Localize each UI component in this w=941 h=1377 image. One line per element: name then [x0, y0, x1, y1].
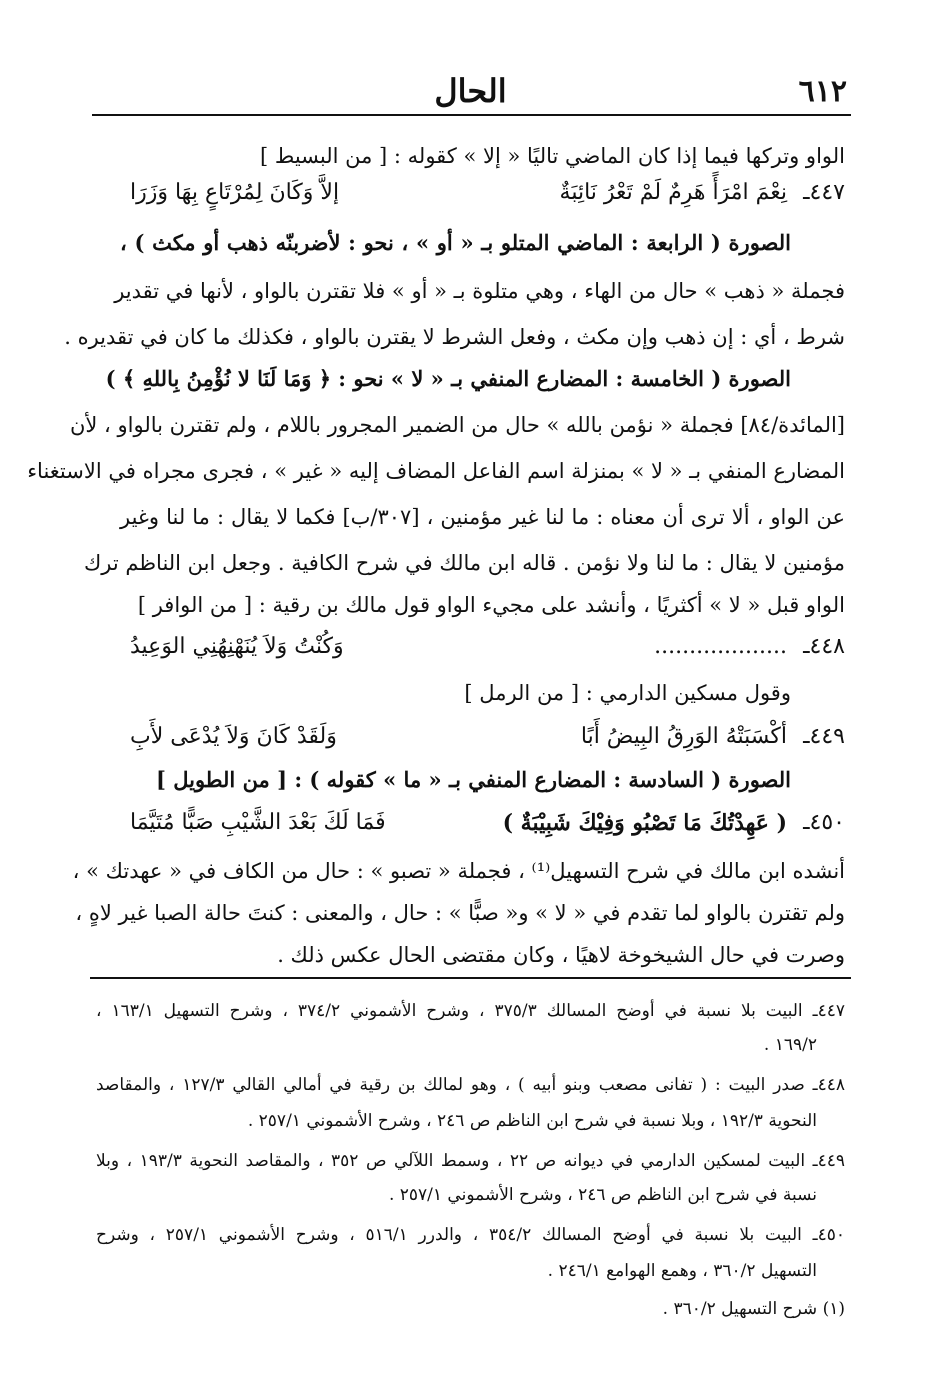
footnote-449: ٤٤٩ـ البيت لمسكين الدارمي في ديوانه ص ٢٢ ، وسمط اللآلي ص ٣٥٢ ، والمقاصد النحوية ١٩٣/٣ ، وبلا: [96, 1151, 845, 1171]
page-header: [90, 70, 851, 114]
footnote-1: (١) شرح التسهيل ٣٦٠/٢ .: [662, 1299, 845, 1319]
verse-second-hemistich: إلاَّ وَكَانَ لِمُرْتَاعٍ بِهَا وَزَرَا: [130, 180, 340, 205]
text-line: مؤمنين لا يقال : ما لنا ولا نؤمن . قاله ابن مالك في شرح الكافية . وجعل ابن الناظم ترك: [83, 551, 845, 575]
verse-449: [130, 720, 845, 754]
text-line: شرط ، أي : إن ذهب وإن مكث ، وفعل الشرط لا يقترن بالواو ، فكذلك ما كان في تقديره .: [64, 325, 845, 349]
verse-second-hemistich: فَمَا لَكَ بَعْدَ الشَّيْبِ صَبًّا مُتَيَّمَا: [130, 810, 386, 835]
footnote-448: ٤٤٨ـ صدر البيت : ( تفانى مصعب وبنو أبيه ) ، وهو لمالك بن رقية في أمالي القالي ١٢٧/٣ ، والمقاصد: [96, 1075, 846, 1095]
text-line: الواو وتركها فيما إذا كان الماضي تاليًا « إلا » كقوله : [ من البسيط ]: [260, 144, 845, 168]
section-heading-fifth: الصورة ( الخامسة : المضارع المنفي بـ « لا » نحو : ﴿ وَمَا لَنَا لا نُؤْمِنُ بِاللهِ ﴾ ): [105, 366, 791, 391]
verse-450: [130, 806, 845, 840]
footnote-rule: [90, 977, 851, 979]
text-line: ولم تقترن بالواو لما تقدم في « لا » و« صبًّا » : حال ، والمعنى : كنتَ حالة الصبا غير لاهٍ ،: [75, 901, 845, 925]
verse-number: ٤٤٨ـ: [803, 634, 845, 659]
verse-number: ٤٥٠ـ: [803, 810, 845, 835]
verse-448: [130, 630, 845, 664]
footnote-447: ٤٤٧ـ البيت بلا نسبة في أوضح المسالك ٣٧٥/٣ ، وشرح الأشموني ٣٧٤/٢ ، وشرح التسهيل ١٦٣/١ ،: [96, 1001, 845, 1021]
text-line: وقول مسكين الدارمي : [ من الرمل ]: [464, 681, 791, 705]
section-heading-fourth: الصورة ( الرابعة : الماضي المتلو بـ « أو » ، نحو : لأضربنّه ذهب أو مكث ) ،: [120, 230, 791, 255]
text-line: [المائدة/٨٤] فجملة « نؤمن بالله » حال من الضمير المجرور باللام ، ولم تقترن بالواو ، لأن: [69, 413, 845, 437]
verse-second-hemistich: وَلَقَدْ كَانَ وَلاَ يُدْعَى لأَبِ: [130, 724, 337, 749]
text-line: الواو قبل « لا » أكثريًا ، وأنشد على مجيء الواو قول مالك بن رقية : [ من الوافر ]: [137, 593, 845, 617]
page-number: ٦١٢: [798, 74, 847, 109]
section-heading-sixth: الصورة ( السادسة : المضارع المنفي بـ « ما » كقوله ) : [ من الطويل ]: [155, 767, 791, 792]
text-line: وصرت في حال الشيخوخة لاهيًا ، وكان مقتضى الحال عكس ذلك .: [277, 943, 845, 967]
verse-447: [130, 176, 845, 210]
footnote-449-cont: نسبة في شرح ابن الناظم ص ٢٤٦ ، وشرح الأشموني ٢٥٧/١ .: [388, 1185, 817, 1205]
verse-first-hemistich: ...................: [654, 634, 787, 659]
verse-number: ٤٤٩ـ: [803, 724, 845, 749]
verse-first-hemistich: ( عَهِدْتُكَ مَا تَصْبُو وَفِيْكَ شَبِيْبَةٌ ): [502, 810, 787, 836]
verse-first-hemistich: أكْسَبَتْهُ الوَرِقُ البِيضُ أَبًا: [580, 724, 787, 749]
text-line: المضارع المنفي بـ « لا » بمنزلة اسم الفاعل المضاف إليه « غير » ، فجرى مجراه في الاستغناء: [27, 459, 845, 483]
header-rule: [92, 114, 851, 116]
verse-number: ٤٤٧ـ: [803, 180, 845, 205]
verse-first-hemistich: نِعْمَ امْرَأً هَرِمٌ لَمْ تَعْرُ نَائِبَةٌ: [559, 180, 787, 205]
footnote-450: ٤٥٠ـ البيت بلا نسبة في أوضح المسالك ٣٥٤/٢ ، والدرر ٥١٦/١ ، وشرح الأشموني ٢٥٧/١ ، وشرح: [96, 1225, 845, 1245]
footnote-448-cont: النحوية ١٩٢/٣ ، وبلا نسبة في شرح ابن الناظم ص ٢٤٦ ، وشرح الأشموني ٢٥٧/١ .: [247, 1111, 817, 1131]
footnote-447-cont: ١٦٩/٢ .: [763, 1035, 817, 1055]
footnote-450-cont: التسهيل ٣٦٠/٢ ، وهمع الهوامع ٢٤٦/١ .: [547, 1261, 817, 1281]
text-line: فجملة « ذهب » حال من الهاء ، وهي متلوة بـ « أو » فلا تقترن بالواو ، لأنها في تقدير: [114, 279, 845, 303]
text-line: عن الواو ، ألا ترى أن معناه : ما لنا غير مؤمنين ، [٣٠٧/ب] فكما لا يقال : ما لنا وغير: [120, 505, 845, 529]
running-title: الحال: [434, 72, 507, 110]
verse-second-hemistich: وَكُنْتُ وَلاَ يُنَهْنِهُنِي الوَعِيدُ: [130, 634, 344, 659]
text-line: أنشده ابن مالك في شرح التسهيل⁽¹⁾ ، فجملة « تصبو » : حال من الكاف في « عهدتك » ،: [72, 859, 845, 883]
